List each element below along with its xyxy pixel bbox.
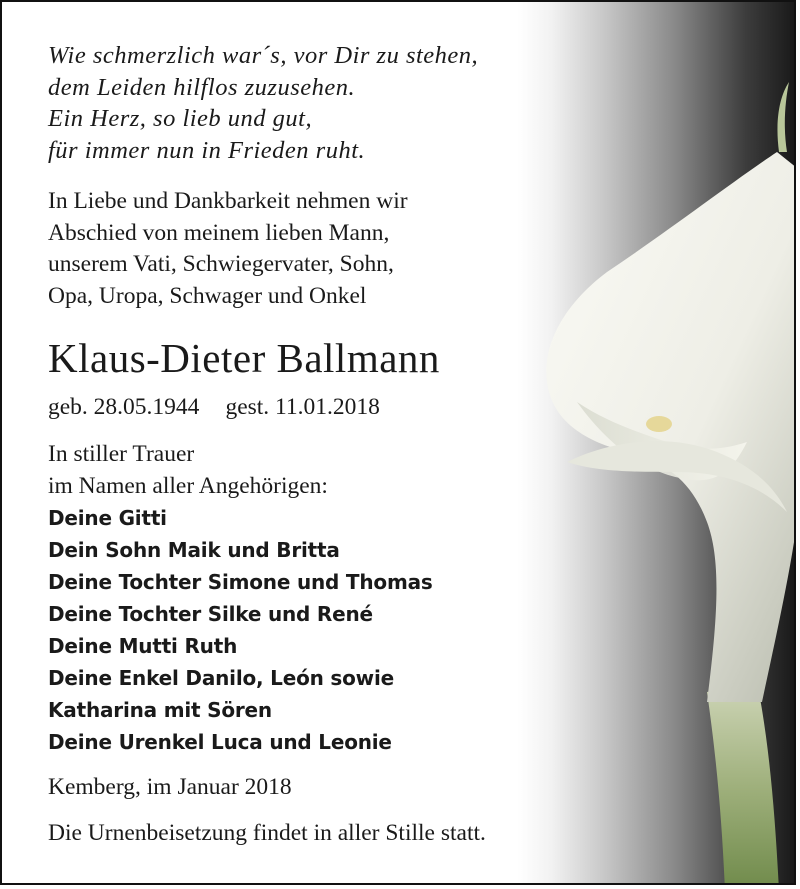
poem (48, 40, 568, 166)
intro-text (48, 186, 568, 312)
death-date: gest. 11.01.2018 (225, 394, 380, 420)
mourning-line: im Namen aller Angehörigen: (48, 472, 328, 499)
family-member: Deine Tochter Simone und Thomas (48, 570, 433, 594)
family-member: Deine Gitti (48, 506, 167, 530)
poem-line: Ein Herz, so lieb und gut, (48, 105, 313, 132)
deceased-name: Klaus-Dieter Ballmann (48, 335, 440, 381)
intro-line: Abschied von meinem lieben Mann, (48, 219, 390, 246)
birth-date: geb. 28.05.1944 (48, 394, 200, 420)
family-member: Deine Enkel Danilo, León sowie (48, 666, 394, 690)
mourning-text (48, 439, 568, 502)
place-date: Kemberg, im Januar 2018 (48, 774, 292, 800)
closing-text (48, 772, 568, 849)
family-member: Deine Urenkel Luca und Leonie (48, 730, 392, 754)
notice-text (48, 40, 568, 849)
family-member: Dein Sohn Maik und Britta (48, 538, 340, 562)
intro-line: In Liebe und Dankbarkeit nehmen wir (48, 188, 408, 214)
intro-line: Opa, Uropa, Schwager und Onkel (48, 282, 367, 309)
life-dates (48, 392, 568, 422)
family-list (48, 502, 568, 758)
family-member: Katharina mit Sören (48, 698, 272, 722)
family-member: Deine Tochter Silke und René (48, 602, 373, 626)
mourning-line: In stiller Trauer (48, 441, 195, 467)
poem-line: Wie schmerzlich war´s, vor Dir zu stehen, (48, 42, 479, 69)
intro-line: unserem Vati, Schwiegervater, Sohn, (48, 251, 394, 277)
poem-line: für immer nun in Frieden ruht. (48, 136, 366, 164)
poem-line: dem Leiden hilflos zuzusehen. (48, 73, 356, 101)
burial-note: Die Urnenbeisetzung findet in aller Stille statt. (48, 820, 486, 846)
family-member: Deine Mutti Ruth (48, 634, 238, 658)
